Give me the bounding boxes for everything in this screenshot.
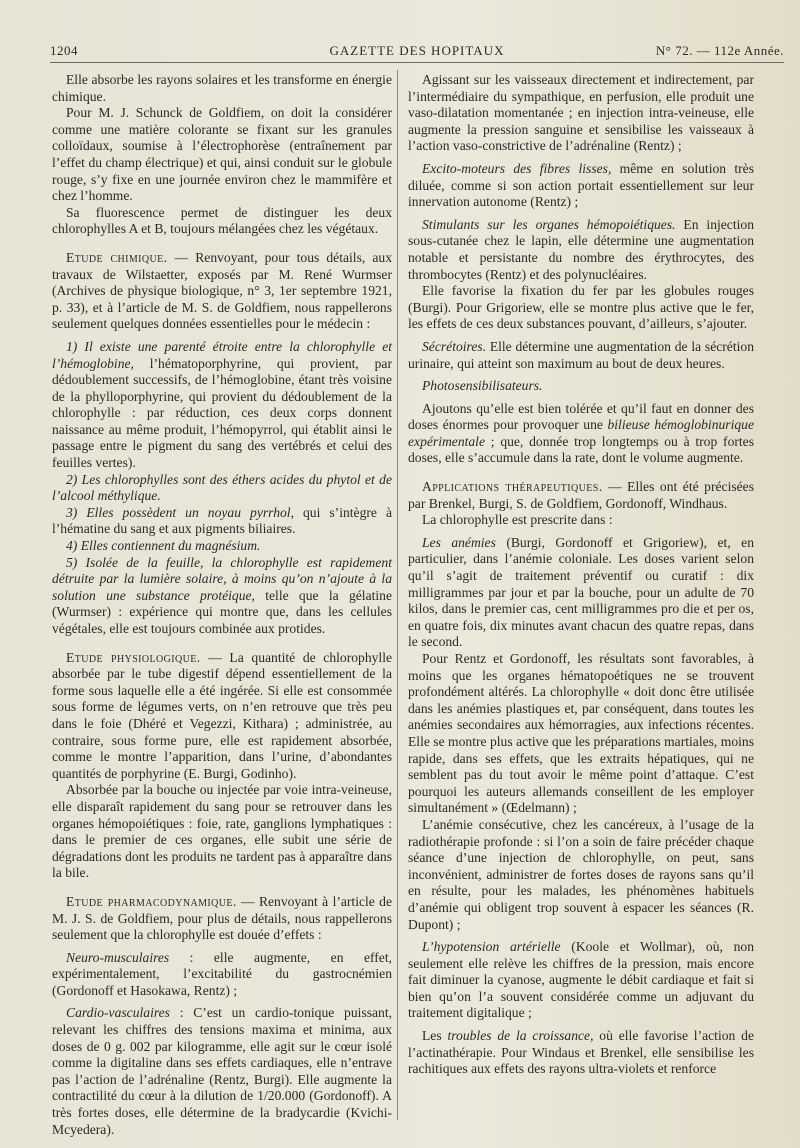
paragraph: Elle favorise la fixation du fer par les globules rouges (Burgi). Pour Grigoriew, elle se montre plus active que le fer, les effets de ces deux substances pouvant, d’ailleurs, s’ajouter. <box>408 283 754 332</box>
section-physiological: Etude physiologique. — La quantité de chlorophylle absorbée par le tube digestif dépend essentiellement de la forme sous laquelle elle a été ingérée. Si elle est consommée sous forme de légumes verts, on n’en retrouve que très peu dans le foie (Dhéré et Vegezzi, Kithara) ; administrée, au contraire, sous forme pure, elle est rapidement absorbée, comme le montre l’apparition, dans l’urine, d’abondantes quantités de porphyrine (E. Burgi, Godinho). <box>52 649 393 781</box>
section-pharmacodynamic: Etude pharmacodynamique. — Renvoyant à l’article de M. J. S. de Goldfiem, pour plus de détails, nous rappellerons seulement que la chlorophylle est douée d’effets : <box>52 893 393 943</box>
right-column <box>408 72 754 1078</box>
paragraph: L’anémie consécutive, chez les cancéreux, à l’usage de la radiothérapie profonde : si l’on a soin de faire précéder chaque séance d’une injection de chlorophylle, on peut, sans inconvénient, administrer de fortes doses de rayons sans qu’il en résulte, pour les malades, les phénomènes habituels d’anémie qui obligent trop souvent à espacer les séances (R. Dupont) ; <box>408 816 754 932</box>
paragraph: Pour M. J. Schunck de Goldfiem, on doit la considérer comme une matière colorante se fixant sur les granules colloïdaux, soumise à l’électrophorèse (entraînement par l’effet du champ électrique) et qui, ainsi conduit sur le globule rouge, s’y fixe en une journée environ chez le mammifère et chez l’homme. <box>52 105 392 204</box>
paragraph: Cardio-vasculaires : C’est un cardio-tonique puissant, relevant les chiffres des tensions maxima et minima, aux doses de 0 g. 002 par kilogramme, elle agit sur le cœur isolé comme la digitaline dans ses effets cardiaques, elle n’entrave pas l’action de l’adrénaline (Rentz, Burgi). Elle augmente la contractilité du cœur à la dilution de 1/20.000 (Gordonoff). A très fortes doses, elle détermine de la bradycardie (Kvichi-Mcyedera). <box>52 1005 392 1137</box>
paragraph: Stimulants sur les organes hémopoiétiques. En injection sous-cutanée chez le lapin, elle détermine une augmentation notable et persistante du nombre des érythrocytes, des thrombocytes (Rentz) et des polynucléaires. <box>408 216 754 282</box>
journal-title: GAZETTE DES HOPITAUX <box>329 43 505 58</box>
list-item: 2) Les chlorophylles sont des éthers acides du phytol et de l’alcool méthylique. <box>52 471 392 504</box>
section-heading: Etude chimique. <box>66 249 168 265</box>
paragraph: Excito-moteurs des fibres lisses, même en solution très diluée, comme si son action portait essentiellement sur leur innervation autonome (Rentz) ; <box>408 160 754 210</box>
section-heading: Etude pharmacodynamique. <box>66 893 237 909</box>
list-item: 3) Elles possèdent un noyau pyrrhol, qui s’intègre à l’hématine du sang et aux pigments biliaires. <box>52 504 392 537</box>
section-chemical: Etude chimique. — Renvoyant, pour tous détails, aux travaux de Wilstaetter, exposés par M. René Wurmser (Archives de physique biologique, n° 3, 1er septembre 1921, p. 33), et à l’article de M. S. de Goldfiem, nous rappellerons seulement quelques données essentielles pour le médecin : <box>52 249 392 332</box>
paragraph: Sécrétoires. Elle détermine une augmentation de la sécrétion urinaire, qui atteint son maximum au bout de deux heures. <box>408 338 754 371</box>
paragraph: Ajoutons qu’elle est bien tolérée et qu’il faut en donner des doses énormes pour provoquer une bilieuse hémoglobinurique expérimentale ; que, donnée trop longtemps ou à trop fortes doses, elle s’accumule dans la rate, dont le volume augmente. <box>408 400 755 466</box>
list-item: 4) Elles contiennent du magnésium. <box>66 538 261 554</box>
paragraph: Neuro-musculaires : elle augmente, en effet, expérimentalement, l’excitabilité du gastrocnémien (Gordonoff et Hasokawa, Rentz) ; <box>52 949 392 998</box>
list-item: 1) Il existe une parenté étroite entre la chlorophylle et l’hémoglobine, l’hématoporphyrine, qui provient, par dédoublement successifs, de l’hémoglobine, étant très voisine de la phylloporphyrine, qui provient du dédoublement de la chlorophylle : par réduction, ces deux corps donnent naissance au même produit, l’hémopyrrol, qui établit ainsi le passage entre le pigment du sang des vertébrés et celui des feuilles vertes). <box>52 338 392 471</box>
list-item: 5) Isolée de la feuille, la chlorophylle est rapidement détruite par la lumière solaire, à moins qu’on n’ajoute à la solution une substance protéique, telle que la gélatine (Wurmser) : expérience qui montre que, dans les cellules végétales, elle est toujours combinée aux protides. <box>52 554 392 636</box>
paragraph: Absorbée par la bouche ou injectée par voie intra-veineuse, elle disparaît rapidement du sang pour se retrouver dans les organes hémopoiétiques : foie, rate, ganglions lymphatiques : dans le premier de ces organes, elle subit une série de dégradations dont les produits ne tardent pas à apparaître dans la bile. <box>52 782 392 881</box>
section-heading: Applications thérapeutiques. <box>422 479 603 495</box>
paragraph: Elle absorbe les rayons solaires et les transforme en énergie chimique. <box>52 72 392 104</box>
running-header <box>50 40 784 63</box>
paragraph: Les anémies (Burgi, Gordonoff et Grigoriew), et, en particulier, dans l’anémie coloniale. Les doses varient selon qu’il s’agit de traitement préventif ou curatif : dix milligrammes par jour et par la bouche, pour un adulte de 70 kilos, dans le premier cas, cent milligrammes pro die et per os, en quatre fois, dix minutes avant chacun des quatre repas, dans le second. <box>408 534 754 650</box>
paragraph: Sa fluorescence permet de distinguer les deux chlorophylles A et B, toujours mélangées chez les végétaux. <box>52 204 392 237</box>
section-heading: Etude physiologique. <box>66 649 201 665</box>
issue-number: N° 72. — 112e Année. <box>655 43 784 58</box>
paragraph: Pour Rentz et Gordonoff, les résultats sont favorables, à moins que les organes hématopoétiques ne se trouvent profondément altérés. La chlorophylle « doit donc être utilisée dans les anémies plastiques et, par conséquent, dans toutes les anémies secondaires aux hémorragies, aux infections récentes. Elle se montre plus active que les préparations martiales, moins rapide, dans ses effets, que les extraits hépatiques, qui ne semblent pas du tout avoir le même point d’attaque. C’est pourquoi les auteurs allemands conseillent de les employer simultanément » (Œdelmann) ; <box>408 651 754 816</box>
paragraph: Photosensibilisateurs. <box>422 378 543 394</box>
section-therapeutic: Applications thérapeutiques. — Elles ont été précisées par Brenkel, Burgi, S. de Goldfiem, Gordonoff, Windhaus. <box>408 479 754 511</box>
paragraph: Les troubles de la croissance, où elle favorise l’action de l’actinathérapie. Pour Windaus et Brenkel, elle sensibilise les rachitiques aux effets des rayons ultra-violets et renforce <box>408 1028 754 1077</box>
paragraph: L’hypotension artérielle (Koole et Wollmar), où, non seulement elle relève les chiffres de la pression, mais encore fait diminuer la cyanose, augmente le débit cardiaque et fait si bien qu’on l’a souvent considérée comme un adjuvant du traitement digitalique ; <box>408 939 754 1021</box>
paragraph: Agissant sur les vaisseaux directement et indirectement, par l’intermédiaire du sympathique, en perfusion, elle produit une vaso-dilatation momentanée ; en injection intra-veineuse, elle augmente la pression sanguine et sensibilise les vaisseaux à l’action vaso-constrictive de l’adrénaline (Rentz) ; <box>408 72 754 154</box>
page-number: 1204 <box>50 43 78 58</box>
left-column <box>52 72 392 1138</box>
paragraph: La chlorophylle est prescrite dans : <box>422 512 613 528</box>
column-divider <box>397 70 398 1120</box>
